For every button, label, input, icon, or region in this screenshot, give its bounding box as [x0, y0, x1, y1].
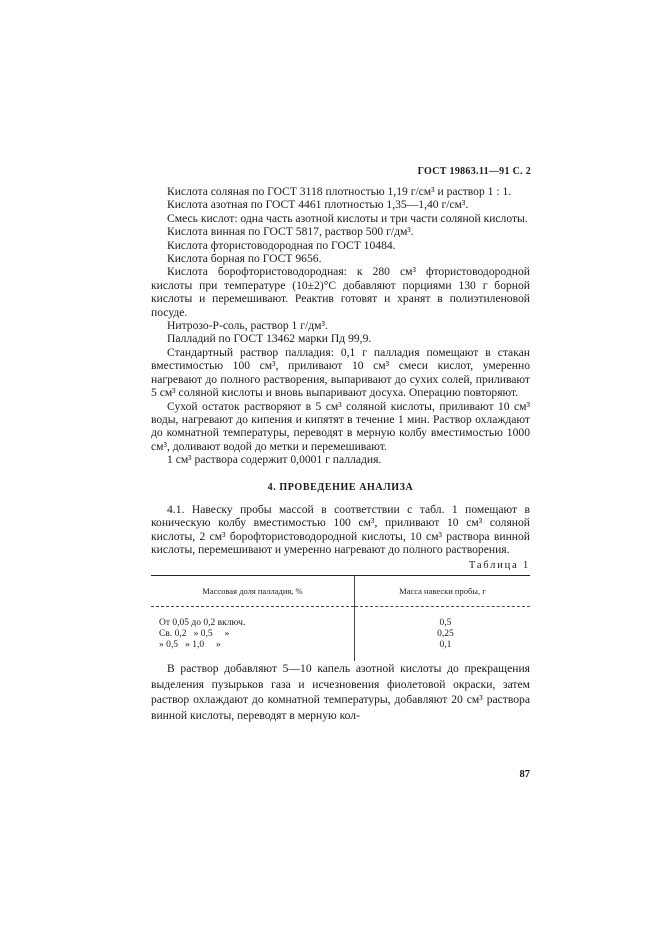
paragraph: Палладий по ГОСТ 13462 марки Пд 99,9.: [167, 332, 372, 346]
paragraph: Стандартный раствор палладия: 0,1 г палладия помещают в стакан вместимостью 100 см³, приливают 10 см³ смеси кислот, умеренно нагревают до полного растворения, выпаривают до сухих солей, приливают 5 см³ соляной кислоты и вновь выпаривают досуха. Операцию повторяют.: [151, 345, 530, 400]
section-title: 4. ПРОВЕДЕНИЕ АНАЛИЗА: [267, 481, 414, 493]
table-header-cell: Массовая доля палладия, %: [151, 575, 354, 606]
paragraph: Кислота борная по ГОСТ 9656.: [167, 252, 322, 266]
paragraph: Кислота борофтористоводородная: к 280 см³ фтористоводородной кислоты при температуре (10±2)°С добавляют порциями 130 г борной кислоты и перемешивают. Реактив готовят и хранят в полиэтиленовой посуде.: [151, 265, 530, 319]
table-row: [151, 640, 530, 661]
table-header-cell: Масса навески пробы, г: [354, 575, 530, 606]
paragraph: Нитрозо-Р-соль, раствор 1 г/дм³.: [167, 319, 328, 333]
paragraph: Кислота фтористоводородная по ГОСТ 10484.: [167, 238, 396, 252]
table-cell: От 0,05 до 0,2 включ.: [151, 606, 354, 629]
page-number: 87: [519, 769, 530, 780]
table-cell: 0,25: [437, 628, 454, 639]
paragraph: В раствор добавляют 5—10 капель азотной кислоты до прекращения выделения пузырьков газа и исчезновения фиолетовой окраски, затем раствор охлаждают до комнатной температуры, добавляют 20 см³ раствора винной кислоты, переводят в мерную кол-: [151, 661, 530, 722]
data-table: [151, 575, 530, 661]
page-header: ГОСТ 19863.11—91 С. 2: [417, 166, 531, 177]
table-cell: » 0,5 » 1,0 »: [151, 640, 354, 661]
paragraph: 1 см³ раствора содержит 0,0001 г палладия.: [167, 453, 382, 467]
paragraph: Сухой остаток растворяют в 5 см³ соляной кислоты, приливают 10 см³ воды, нагревают до кипения и кипятят в течение 1 мин. Раствор охлаждают до комнатной температуры, переводят в мерную колбу вместимостью 1000 см³, доливают водой до метки и перемешивают.: [151, 399, 530, 453]
document-body: [151, 185, 530, 723]
paragraph: Кислота винная по ГОСТ 5817, раствор 500 г/дм³.: [167, 225, 414, 239]
paragraph-4-1: 4.1. Навеску пробы массой в соответствии с табл. 1 помещают в коническую колбу вместимостью 100 см³, приливают 10 см³ соляной кислоты, 2 см³ борофтористоводородной кислоты, 10 см³ раствора винной кислоты, перемешивают и умеренно нагревают до полного растворения.: [151, 502, 530, 557]
table-cell: Св. 0,2 » 0,5 »: [151, 629, 354, 640]
table-cell: 0,1: [439, 639, 452, 650]
paragraph: Кислота азотная по ГОСТ 4461 плотностью 1,35—1,40 г/см³.: [167, 198, 469, 212]
table-row: [151, 606, 530, 629]
paragraph: Кислота соляная по ГОСТ 3118 плотностью 1,19 г/см³ и раствор 1 : 1.: [167, 185, 512, 198]
table-row: [151, 629, 530, 640]
table-header-row: [151, 575, 530, 606]
paragraph: Смесь кислот: одна часть азотной кислоты и три части соляной кислоты.: [167, 211, 528, 225]
table-cell: 0,5: [439, 617, 452, 628]
table-caption: Таблица 1: [468, 559, 530, 571]
